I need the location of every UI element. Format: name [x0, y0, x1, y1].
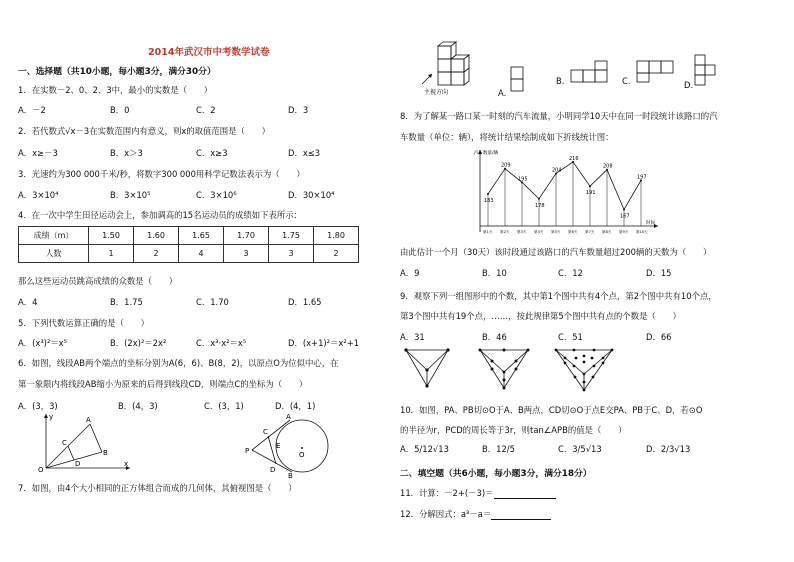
q2-opt-c[interactable]: C．x≥3 — [196, 148, 228, 158]
q10-label-a: A — [286, 413, 291, 421]
q3-opt-b[interactable]: B．3×10⁵ — [110, 190, 151, 200]
q12-answer-blank[interactable] — [491, 511, 551, 520]
table-cell: 1.60 — [134, 227, 179, 245]
q5-opt-a[interactable]: A．(x³)²＝x⁵ — [18, 338, 67, 348]
q7-opt-a[interactable]: A. — [498, 88, 507, 98]
q4-opt-c[interactable]: C．1.70 — [196, 297, 229, 307]
q7-view-label: 主视方向 — [424, 89, 449, 96]
q4-stem-2: 那么这些运动员跳高成绩的众数是（ ） — [18, 276, 178, 286]
q6-stem: 6．如图，线段AB两个端点的坐标分别为A(6，6)、B(8，2)，以原点O为位似中心，在 — [18, 358, 339, 368]
table-cell: 1.70 — [224, 227, 269, 245]
q5-opt-c[interactable]: C．x³·x²＝x⁵ — [196, 338, 247, 348]
q4-opt-d[interactable]: D．1.65 — [288, 297, 322, 307]
q9-stem-2: 第3个图中共有19个点，……，按此规律第5个图中共有点的个数是（ ） — [400, 311, 681, 321]
q7-stem: 7．如图，由4个大小相同的正方体组合而成的几何体，其俯视图是（ ） — [18, 483, 297, 493]
page-title: 2014年武汉市中考数学试卷 — [148, 47, 270, 58]
q11-line — [400, 487, 556, 499]
q3-opt-c[interactable]: C．3×10⁶ — [196, 190, 237, 200]
chart-data-label: 209 — [501, 162, 511, 169]
q7-opt-c-figure[interactable] — [636, 60, 676, 84]
q3-opt-d[interactable]: D．30×10⁴ — [288, 190, 335, 200]
q1-opt-d[interactable]: D．3 — [288, 105, 309, 115]
q11-answer-blank[interactable] — [494, 490, 556, 499]
q4-stem: 4．在一次中学生田径运动会上，参加调高的15名运动员的成绩如下表所示： — [18, 210, 302, 220]
table-cell: 3 — [224, 245, 269, 263]
table-cell: 2 — [134, 245, 179, 263]
q1-opt-a[interactable]: A．－2 — [18, 105, 46, 115]
q7-opt-d-figure[interactable] — [694, 54, 718, 90]
chart-tick-label: 第7天 — [585, 230, 595, 234]
chart-data-label: 191 — [586, 190, 596, 197]
q10-label-b: B — [288, 472, 293, 478]
q6-label-a: A — [86, 416, 91, 424]
q5-stem: 5．下列代数运算正确的是（ ） — [18, 318, 149, 328]
table-row — [19, 245, 359, 263]
table-cell: 1.80 — [314, 227, 359, 245]
q8-stem-2: 车数量（单位：辆），将统计结果绘制成如下折线统计图： — [400, 132, 614, 142]
chart-tick-label: 第10天 — [636, 230, 648, 234]
chart-data-label: 183 — [484, 197, 494, 204]
q9-figure-1 — [404, 346, 450, 390]
q1-opt-b[interactable]: B．0 — [110, 105, 130, 115]
chart-tick-label: 第9天 — [619, 230, 629, 234]
q8-opt-a[interactable]: A．9 — [400, 268, 420, 278]
chart-point — [589, 185, 591, 187]
q6-opt-a[interactable]: A．(3，3) — [18, 401, 58, 411]
q4-opt-b[interactable]: B．1.75 — [110, 297, 143, 307]
table-cell: 3 — [269, 245, 314, 263]
q6-coordinate-figure — [34, 412, 134, 472]
chart-data-label: 197 — [637, 174, 647, 181]
chart-tick-label: 第6天 — [568, 230, 578, 234]
q2-stem: 2．若代数式√x－3在实数范围内有意义，则x的取值范围是（ ） — [18, 126, 271, 136]
q1-stem: 1．在实数－2、0、2、3中，最小的实数是（ ） — [18, 85, 213, 95]
q9-opt-c[interactable]: C．51 — [558, 332, 583, 342]
q2-opt-b[interactable]: B．x＞3 — [110, 148, 143, 158]
table-cell: 1.75 — [269, 227, 314, 245]
table-cell: 1 — [89, 245, 134, 263]
chart-data-label: 204 — [552, 167, 562, 174]
q5-opt-d[interactable]: D．(x+1)²＝x²+1 — [288, 338, 360, 348]
chart-tick-label: 第3天 — [517, 230, 527, 234]
q10-circle-figure — [242, 412, 362, 478]
q10-stem-2: 的半径为r，PCD的周长等于3r，则tan∠APB的值是（ ） — [400, 425, 627, 435]
table-cell: 1.50 — [89, 227, 134, 245]
q4-opt-a[interactable]: A．4 — [18, 297, 38, 307]
q10-label-p: P — [245, 447, 250, 455]
q9-opt-b[interactable]: B．46 — [482, 332, 507, 342]
section-1-heading: 一、选择题（共10小题，每小题3分，满分30分） — [18, 67, 216, 77]
chart-point — [538, 198, 540, 200]
q8-stem: 8．为了解某一路口某一时刻的汽车流量，小明同学10天中在同一时段统计该路口的汽 — [400, 111, 718, 121]
q2-opt-a[interactable]: A．x≥－3 — [18, 148, 58, 158]
q8-opt-b[interactable]: B．10 — [482, 268, 507, 278]
chart-data-label: 216 — [569, 155, 579, 162]
chart-tick-label: 第4天 — [534, 230, 544, 234]
chart-tick-label: 第8天 — [602, 230, 612, 234]
q7-opt-a-figure[interactable] — [510, 66, 526, 96]
q6-label-o: O — [38, 466, 44, 472]
q5-opt-b[interactable]: B．(2x)²＝2x² — [110, 338, 167, 348]
chart-data-label: 178 — [535, 202, 545, 209]
q10-opt-c[interactable]: C．3/5√13 — [558, 444, 602, 454]
q8-opt-d[interactable]: D．15 — [646, 268, 672, 278]
table-cell: 1.65 — [179, 227, 224, 245]
table-cell: 4 — [179, 245, 224, 263]
q10-label-c: C — [263, 428, 268, 436]
q6-opt-d[interactable]: D．(4，1) — [275, 401, 316, 411]
table-cell: 成绩（m） — [19, 227, 89, 245]
q9-figure-2 — [478, 346, 530, 392]
q10-opt-b[interactable]: B．12/5 — [482, 444, 515, 454]
q8-line-chart — [466, 146, 666, 238]
q1-opt-c[interactable]: C．2 — [196, 105, 216, 115]
chart-point — [623, 208, 625, 210]
q10-opt-d[interactable]: D．2/3√13 — [646, 444, 691, 454]
q9-opt-d[interactable]: D．66 — [646, 332, 672, 342]
section-2-heading: 二、填空题（共6小题，每小题3分，满分18分） — [400, 469, 592, 479]
q10-stem: 10．如图，PA、PB切⊙O于A、B两点，CD切⊙O于点E交PA、PB于C、D，若⊙O — [400, 405, 703, 415]
chart-point — [487, 193, 489, 195]
table-cell: 2 — [314, 245, 359, 263]
q9-stem: 9．观察下列一组图形中的个数，其中第1个图中共有4个点，第2个图中共有10个点， — [400, 291, 717, 301]
q9-figure-3 — [554, 346, 614, 394]
q7-opt-c[interactable]: C. — [622, 76, 631, 86]
q10-label-e: E — [276, 442, 281, 450]
q7-opt-d[interactable]: D. — [684, 80, 694, 90]
chart-tick-label: 第1天 — [483, 230, 493, 234]
q10-label-d: D — [270, 466, 276, 474]
chart-data-label: 208 — [603, 163, 613, 170]
q6-label-b: B — [103, 449, 108, 457]
q6-label-c: C — [62, 439, 67, 447]
q6-stem-2: 第一象限内将线段AB缩小为原来的后得到线段CD，则端点C的坐标为（ ） — [18, 379, 308, 389]
q2-opt-d[interactable]: D．x≤3 — [288, 148, 321, 158]
q10-opt-a[interactable]: A．5/12√13 — [400, 444, 449, 454]
q11-text: 11．计算：－2+(－3)＝ — [400, 488, 494, 498]
q6-label-x: x — [124, 460, 129, 468]
q7-solid-figure — [418, 40, 498, 100]
q3-opt-a[interactable]: A．3×10⁴ — [18, 190, 59, 200]
q7-opt-b[interactable]: B. — [556, 76, 565, 86]
chart-ylabel: 汽车数量/辆 — [474, 151, 499, 156]
q6-label-d: D — [75, 460, 81, 468]
chart-tick-label: 第5天 — [551, 230, 561, 234]
q8-opt-c[interactable]: C．12 — [558, 268, 583, 278]
q4-score-table — [18, 226, 359, 263]
q6-opt-c[interactable]: C．(3，1) — [204, 401, 244, 411]
chart-data-label: 195 — [518, 176, 528, 183]
q6-label-y: y — [49, 413, 54, 421]
table-row — [19, 227, 359, 245]
q12-line — [400, 508, 551, 520]
chart-data-label: 167 — [620, 213, 630, 220]
q12-text: 12．分解因式：a³－a＝ — [400, 509, 492, 519]
table-cell: 人数 — [19, 245, 89, 263]
q10-label-o: O — [299, 451, 305, 459]
chart-tick-label: 第2天 — [500, 230, 510, 234]
q6-opt-b[interactable]: B．(4，3) — [118, 401, 158, 411]
q7-opt-b-figure[interactable] — [570, 60, 610, 84]
chart-series-line — [488, 162, 641, 210]
q9-opt-a[interactable]: A．31 — [400, 332, 425, 342]
q8-stem-3: 由此估计一个月（30天）该时段通过该路口的汽车数量超过200辆的天数为（ ） — [400, 247, 712, 257]
q3-stem: 3．光速约为300 000千米/秒，将数字300 000用科学记数法表示为（ ） — [18, 169, 305, 179]
chart-xlabel: 时间 — [646, 221, 655, 226]
